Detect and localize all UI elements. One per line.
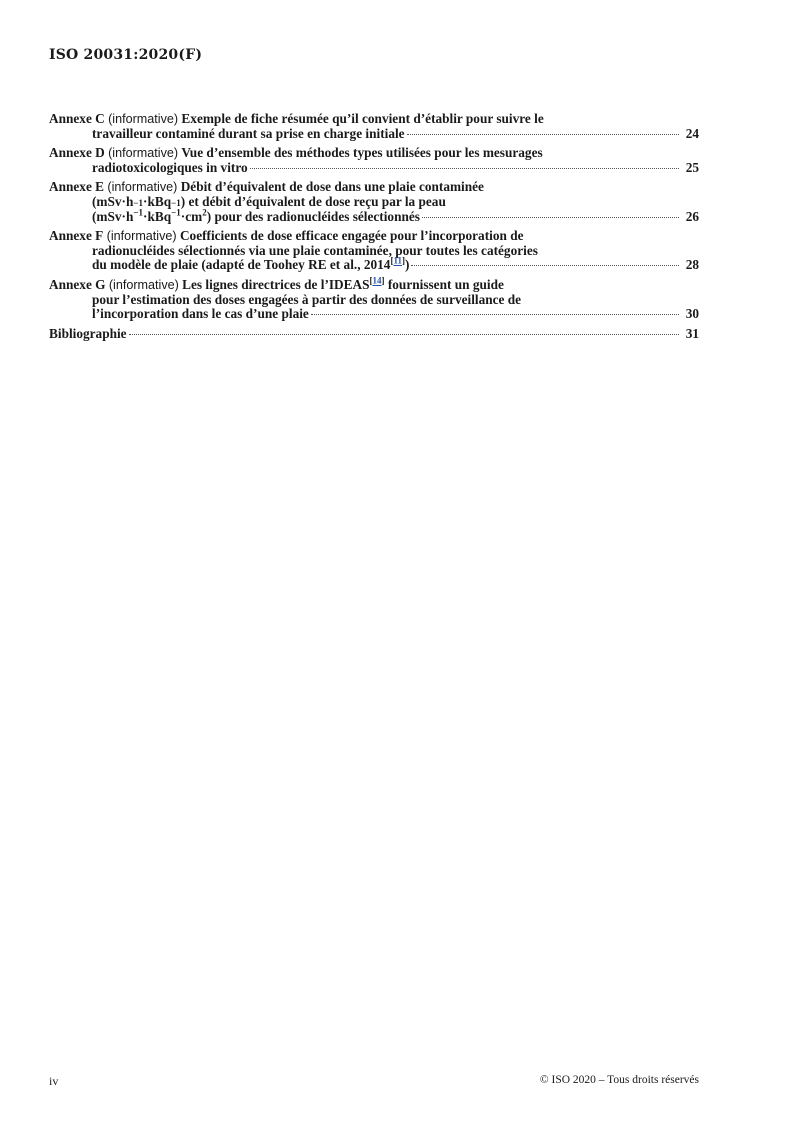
annex-title: Les lignes directrices de l’IDEAS [182,276,370,292]
dot-leader [129,334,679,335]
annex-title-cont: ) [404,257,410,273]
annex-title: Vue d’ensemble des méthodes types utilisées pour les mesurages [181,145,543,161]
annex-label: Annexe E [49,179,105,195]
annex-title: Débit d’équivalent de dose dans une plaie contaminée [180,179,484,195]
annex-label: Annexe G [49,276,106,292]
annex-title-cont: travailleur contaminé durant sa prise en charge initiale [92,125,405,141]
toc-entry-annex-f[interactable]: Annexe F (informative) Coefficients de dose efficace engagée pour l’incorporation de radionucléides sélectionnés via une plaie contaminée, pour toutes les catégories du modèle de plaie (adapté de Toohey RE et al., 2014[11]) 28 [49,228,699,273]
annex-label: Annexe D [49,145,105,161]
bibliography-label: Bibliographie [49,325,127,341]
toc-entry-annex-e[interactable]: Annexe E (informative) Débit d’équivalent de dose dans une plaie contaminée (mSv·h −1 ·kBq −1 ) et débit d’équivalent de dose reçu par la peau $(mSv\cdot h^{-1}\cdot kBq^{-1}\cdot cm^2)$ pour des radionucléides sélectionnés 26 [49,179,699,224]
page-number: 24 [685,125,699,141]
document-id: ISO 20031:2020(F) [49,47,203,63]
page-number: 25 [685,159,699,175]
page-number: 28 [685,257,699,273]
informative-tag: (informative) [106,229,177,244]
annex-title: Coefficients de dose efficace engagée pour l’incorporation de [179,228,524,244]
citation-link[interactable]: 14 [372,275,382,286]
annex-title-cont: fournissent un guide [384,276,504,292]
annex-label: Annexe C [49,111,105,126]
informative-tag: (informative) [107,180,178,195]
annex-title-cont: radiotoxicologiques in vitro [92,159,248,175]
unit-text: (mSv·h [92,208,134,224]
unit-text: (mSv·h [92,193,134,209]
page-number: 31 [685,325,699,341]
toc-entry-annex-c[interactable] [49,112,699,141]
annex-title-cont: pour l’estimation des doses engagées à partir des données de surveillance de [92,291,522,307]
annex-title-cont: du modèle de plaie (adapté de Toohey RE et al., 2014 [92,257,391,273]
unit-text: ·kBq [143,193,172,209]
unit-text: ·kBq [143,208,172,224]
annex-title-cont: ) et débit d’équivalent de dose reçu par la peau [180,193,446,209]
informative-tag: (informative) [108,112,179,126]
dot-leader [407,134,679,135]
dot-leader [411,265,679,266]
annex-title-cont: l’incorporation dans le cas d’une plaie [92,306,309,322]
superscript: −1 [171,207,181,218]
toc-entry-bibliography[interactable] [49,327,699,342]
toc-entry-annex-d[interactable] [49,146,699,175]
citation-link[interactable]: 11 [393,255,402,266]
toc-entry-annex-g[interactable]: Annexe G (informative) Les lignes directrices de l’IDEAS[14] fournissent un guide pour l’estimation des doses engagées à partir des données de surveillance de l’incorporation dans le cas d’une plaie 30 [49,275,699,322]
unit-text: ·cm [180,208,203,224]
informative-tag: (informative) [108,277,179,292]
superscript: 2 [202,207,207,218]
page-number: 26 [685,208,699,224]
superscript: −1 [133,207,144,218]
footer-page-number: iv [49,1074,59,1088]
informative-tag: (informative) [108,146,179,161]
annex-label: Annexe F [49,228,104,244]
annex-title-cont: ) pour des radionucléides sélectionnés [206,208,420,224]
annex-title: Exemple de fiche résumée qu’il convient d’établir pour suivre le [181,111,544,126]
footer-copyright: © ISO 2020 – Tous droits réservés [539,1074,699,1086]
page-number: 30 [685,306,699,322]
dot-leader [250,168,679,169]
table-of-contents [49,112,699,346]
dot-leader [422,217,679,218]
annex-title-cont: radionucléides sélectionnés via une plaie contaminée, pour toutes les catégories [92,242,538,258]
dot-leader [311,314,679,315]
